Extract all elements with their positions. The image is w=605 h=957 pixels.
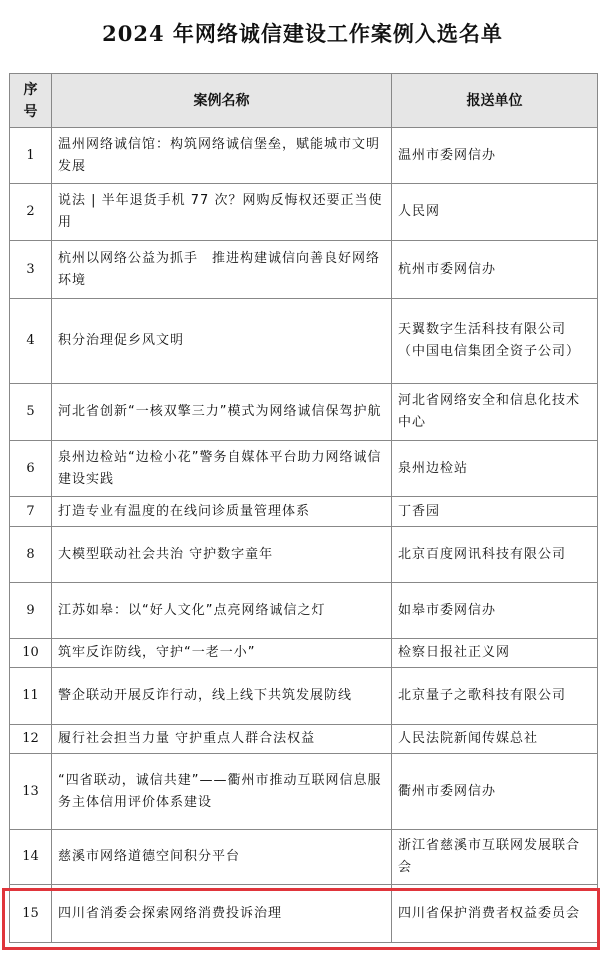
reporting-unit: 杭州市委网信办 xyxy=(392,241,598,299)
case-name: 说法 | 半年退货手机 77 次？网购反悔权还要正当使用 xyxy=(52,184,392,241)
case-name: 履行社会担当力量 守护重点人群合法权益 xyxy=(52,725,392,754)
row-number: 6 xyxy=(10,441,52,497)
reporting-unit: 北京量子之歌科技有限公司 xyxy=(392,668,598,725)
table-row xyxy=(10,639,598,668)
reporting-unit: 人民网 xyxy=(392,184,598,241)
row-number: 5 xyxy=(10,384,52,441)
reporting-unit: 天翼数字生活科技有限公司（中国电信集团全资子公司） xyxy=(392,299,598,384)
row-number: 13 xyxy=(10,754,52,830)
case-name: 江苏如皋：以“好人文化”点亮网络诚信之灯 xyxy=(52,583,392,639)
row-number: 2 xyxy=(10,184,52,241)
case-name: 温州网络诚信馆：构筑网络诚信堡垒，赋能城市文明发展 xyxy=(52,128,392,184)
table-row xyxy=(10,384,598,441)
row-number: 7 xyxy=(10,497,52,527)
case-name: 大模型联动社会共治 守护数字童年 xyxy=(52,527,392,583)
row-number: 1 xyxy=(10,128,52,184)
row-number: 3 xyxy=(10,241,52,299)
case-name: 警企联动开展反诈行动，线上线下共筑发展防线 xyxy=(52,668,392,725)
reporting-unit: 衢州市委网信办 xyxy=(392,754,598,830)
case-name: “四省联动，诚信共建”——衢州市推动互联网信息服务主体信用评价体系建设 xyxy=(52,754,392,830)
case-name: 打造专业有温度的在线问诊质量管理体系 xyxy=(52,497,392,527)
reporting-unit: 泉州边检站 xyxy=(392,441,598,497)
header-serial-number xyxy=(10,74,52,128)
table-row xyxy=(10,128,598,184)
reporting-unit: 四川省保护消费者权益委员会 xyxy=(392,885,598,943)
header-serial-line2: 号 xyxy=(23,103,38,120)
table-header-row xyxy=(10,74,598,128)
case-name: 河北省创新“一核双擎三力”模式为网络诚信保驾护航 xyxy=(52,384,392,441)
table-row-highlighted xyxy=(10,885,598,943)
table-row xyxy=(10,830,598,885)
reporting-unit: 温州市委网信办 xyxy=(392,128,598,184)
reporting-unit: 浙江省慈溪市互联网发展联合会 xyxy=(392,830,598,885)
reporting-unit: 检察日报社正义网 xyxy=(392,639,598,668)
table-row xyxy=(10,583,598,639)
case-name: 杭州以网络公益为抓手 推进构建诚信向善良好网络环境 xyxy=(52,241,392,299)
table-row xyxy=(10,184,598,241)
table-row xyxy=(10,497,598,527)
case-name: 慈溪市网络道德空间积分平台 xyxy=(52,830,392,885)
header-serial-line1: 序 xyxy=(23,81,38,98)
case-name: 积分治理促乡风文明 xyxy=(52,299,392,384)
case-name: 筑牢反诈防线，守护“一老一小” xyxy=(52,639,392,668)
reporting-unit: 北京百度网讯科技有限公司 xyxy=(392,527,598,583)
row-number: 12 xyxy=(10,725,52,754)
table-row xyxy=(10,299,598,384)
table-row xyxy=(10,725,598,754)
row-number: 9 xyxy=(10,583,52,639)
reporting-unit: 人民法院新闻传媒总社 xyxy=(392,725,598,754)
row-number: 4 xyxy=(10,299,52,384)
header-case-name: 案例名称 xyxy=(52,74,392,128)
page-title: 2024 年网络诚信建设工作案例入选名单 xyxy=(102,21,503,46)
header-reporting-unit: 报送单位 xyxy=(392,74,598,128)
table-row xyxy=(10,441,598,497)
case-name: 四川省消委会探索网络消费投诉治理 xyxy=(52,885,392,943)
row-number: 15 xyxy=(10,885,52,943)
reporting-unit: 丁香园 xyxy=(392,497,598,527)
row-number: 8 xyxy=(10,527,52,583)
table-row xyxy=(10,527,598,583)
row-number: 11 xyxy=(10,668,52,725)
table-row xyxy=(10,668,598,725)
row-number: 10 xyxy=(10,639,52,668)
table-row xyxy=(10,241,598,299)
reporting-unit: 河北省网络安全和信息化技术中心 xyxy=(392,384,598,441)
table-row xyxy=(10,754,598,830)
reporting-unit: 如皋市委网信办 xyxy=(392,583,598,639)
case-name: 泉州边检站“边检小花”警务自媒体平台助力网络诚信建设实践 xyxy=(52,441,392,497)
row-number: 14 xyxy=(10,830,52,885)
case-list-table xyxy=(9,73,598,943)
